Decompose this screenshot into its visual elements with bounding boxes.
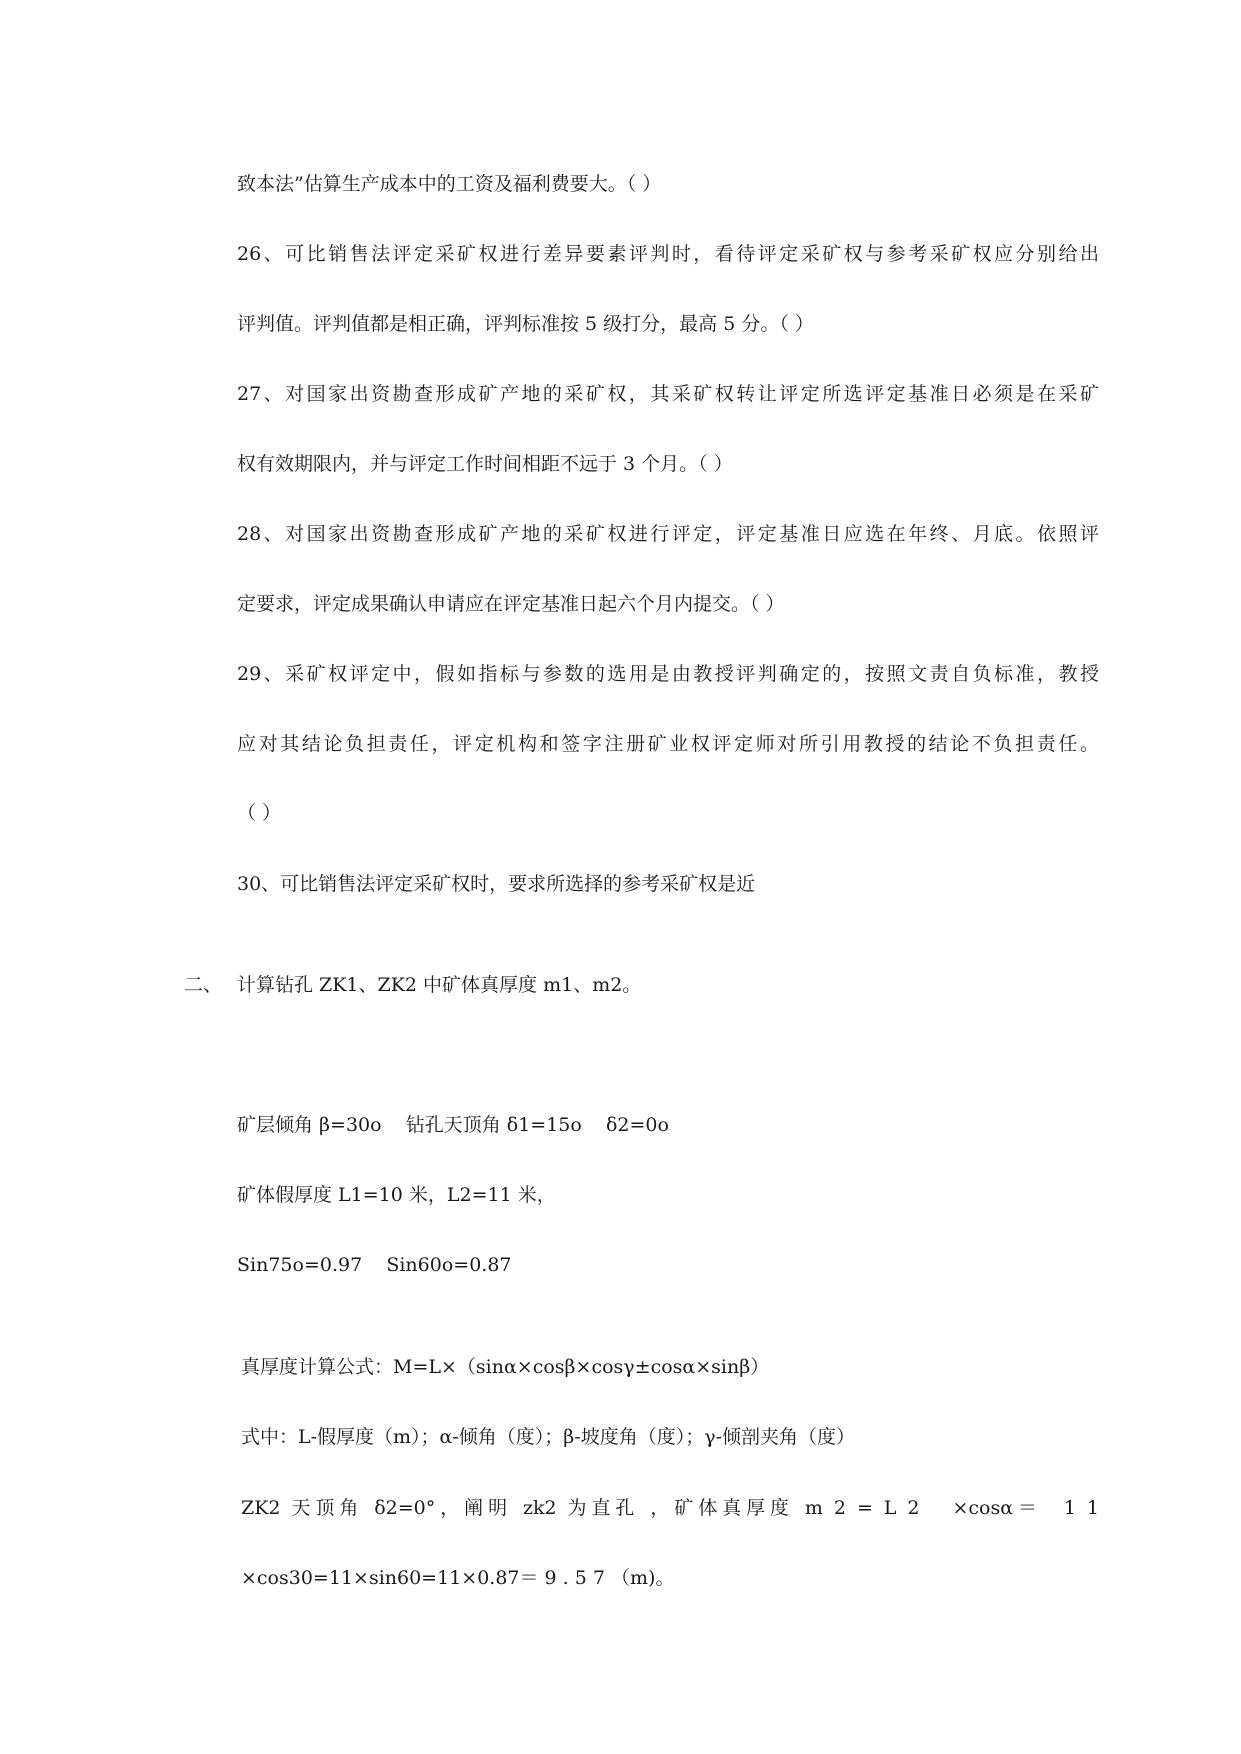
q27-line-2: 权有效期限内，并与评定工作时间相距不远于 3 个月。（ ） [237,453,733,475]
section-2-heading [184,972,641,998]
given-line-2: 矿体假厚度 L1=10 米，L2=11 米， [237,1184,556,1206]
q29-line-2: 应对其结论负担责任，评定机构和签字注册矿业权评定师对所引用教授的结论不负担责任。 [237,733,1099,755]
formula-line-3: ZK2 天顶角 δ2=0°，阐明 zk2 为直孔 ，矿体真厚度 m 2 = L 2 ×cosα＝ 1 1 [241,1497,1099,1519]
section-number: 二、 [184,974,223,996]
q29-line-1: 29、采矿权评定中，假如指标与参数的选用是由教授评判确定的，按照文责自负标准，教授 [237,663,1099,685]
q26-line-1: 26、可比销售法评定采矿权进行差异要素评判时，看待评定采矿权与参考采矿权应分别给出 [237,243,1099,265]
section-title: 计算钻孔 ZK1、ZK2 中矿体真厚度 m1、m2。 [237,974,642,996]
q27-line-1: 27、对国家出资勘查形成矿产地的采矿权，其采矿权转让评定所选评定基准日必须是在采矿 [237,383,1099,405]
q30-line-1: 30、可比销售法评定采矿权时，要求所选择的参考采矿权是近 [237,873,756,895]
formula-line-4: ×cos30=11×sin60=11×0.87＝ 9 . 5 7 （m)。 [241,1567,675,1589]
q28-line-2: 定要求，评定成果确认申请应在评定基准日起六个月内提交。（ ） [237,593,785,615]
formula-line-2: 式中：L-假厚度（m）；α-倾角（度）；β-坡度角（度）；γ-倾剖夹角（度） [241,1426,855,1448]
given-line-3: Sin75o=0.97 Sin60o=0.87 [237,1254,512,1276]
q29-line-3: （ ） [237,802,282,824]
formula-line-1: 真厚度计算公式：M=L×（sinα×cosβ×cosγ±cosα×sinβ） [241,1356,770,1378]
q26-line-2: 评判值。评判值都是相正确，评判标准按 5 级打分，最高 5 分。（ ） [237,313,814,335]
q28-line-1: 28、对国家出资勘查形成矿产地的采矿权进行评定，评定基准日应选在年终、月底。依照评 [237,523,1099,545]
q25-continuation: 致本法”估算生产成本中的工资及福利费要大。（ ） [237,173,662,195]
given-line-1: 矿层倾角 β=30o 钻孔天顶角 δ1=15o δ2=0o [237,1114,669,1136]
